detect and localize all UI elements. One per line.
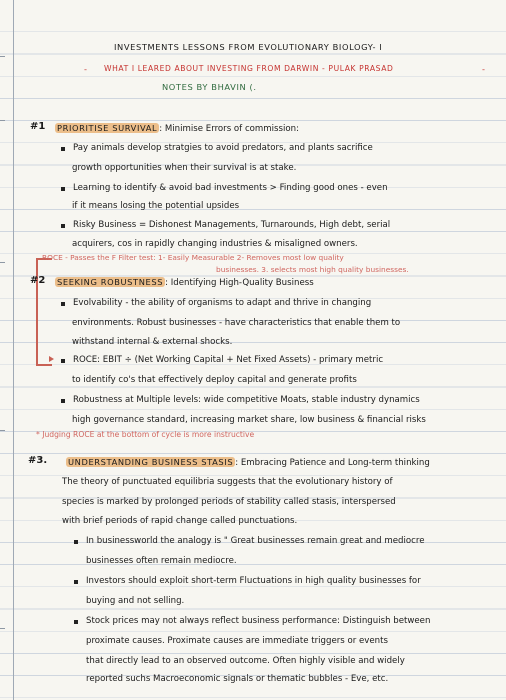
section-heading: UNDERSTANDING BUSINESS STASIS — [68, 457, 234, 467]
text-line: Investors should exploit short-term Fluctuations in high quality businesses for — [86, 576, 421, 586]
text-line: growth opportunities when their survival is at stake. — [72, 163, 297, 173]
margin-tick — [0, 430, 5, 431]
text-line: reported suchs Macroeconomic signals or thematic bubbles - Eve, etc. — [86, 674, 389, 684]
section-heading-line — [55, 123, 299, 134]
bullet — [61, 399, 65, 403]
text-line: Robustness at Multiple levels: wide competitive Moats, stable industry dynamics — [73, 395, 420, 405]
section-heading-rest: : Embracing Patience and Long-term thinking — [235, 458, 430, 468]
text-line: ROCE: EBIT ÷ (Net Working Capital + Net Fixed Assets) - primary metric — [73, 355, 384, 365]
text-line: In businessworld the analogy is " Great businesses remain great and mediocre — [86, 536, 425, 546]
bullet — [74, 620, 78, 624]
bullet — [61, 302, 65, 306]
section-number: #2 — [30, 275, 46, 286]
text-line: Pay animals develop stratgies to avoid predators, and plants sacrifice — [73, 143, 373, 153]
arrowhead — [49, 356, 54, 362]
margin-tick — [0, 628, 5, 629]
text-line: Learning to identify & avoid bad investments > Finding good ones - even — [73, 183, 388, 193]
bullet — [61, 187, 65, 191]
text-line: species is marked by prolonged periods of stability called stasis, interspersed — [62, 497, 396, 507]
bullet — [61, 359, 65, 363]
bullet — [74, 540, 78, 544]
text-line: to identify co's that effectively deploy capital and generate profits — [72, 375, 357, 385]
margin-tick — [0, 120, 5, 121]
subtitle-dash-right: - — [482, 64, 486, 74]
margin-tick — [0, 262, 5, 263]
margin-line — [13, 0, 14, 700]
text-line: businesses often remain mediocre. — [86, 556, 237, 566]
section-heading: PRIORITISE SURVIVAL — [57, 123, 158, 133]
text-line: environments. Robust businesses - have characteristics that enable them to — [72, 318, 401, 328]
subtitle: WHAT I LEARED ABOUT INVESTING FROM DARWIN - PULAK PRASAD — [104, 64, 394, 73]
section-heading-line — [66, 457, 430, 468]
roce-note: ROCE - Passes the F Filter test: 1- Easily Measurable 2- Removes most low quality — [42, 253, 344, 262]
text-line: high governance standard, increasing market share, low business & financial risks — [72, 415, 426, 425]
text-line: with brief periods of rapid change called punctuations. — [62, 516, 298, 526]
text-line: Risky Business = Dishonest Managements, Turnarounds, High debt, serial — [73, 220, 391, 230]
text-line: withstand internal & external shocks. — [72, 337, 233, 347]
text-line: The theory of punctuated equilibria suggests that the evolutionary history of — [62, 477, 393, 487]
bullet — [61, 224, 65, 228]
subtitle-dash-left: - — [84, 64, 88, 74]
page-title: INVESTMENTS LESSONS FROM EVOLUTIONARY BIOLOGY- I — [114, 42, 383, 52]
notes-by: NOTES BY BHAVIN (. — [162, 82, 257, 92]
bullet — [61, 147, 65, 151]
margin-tick — [0, 56, 5, 57]
section-heading-rest: : Identifying High-Quality Business — [165, 278, 314, 288]
text-line: proximate causes. Proximate causes are immediate triggers or events — [86, 636, 388, 646]
text-line: if it means losing the potential upsides — [72, 201, 240, 211]
judging-note: * Judging ROCE at the bottom of cycle is more instructive — [36, 430, 255, 439]
text-line: Evolvability - the ability of organisms to adapt and thrive in changing — [73, 298, 372, 308]
bullet — [74, 580, 78, 584]
text-line: Stock prices may not always reflect business performance: Distinguish between — [86, 616, 431, 626]
text-line: buying and not selling. — [86, 596, 185, 606]
roce-note-cont: businesses. 3. selects most high quality businesses. — [216, 265, 409, 274]
section-heading-rest: : Minimise Errors of commission: — [159, 124, 299, 134]
text-line: that directly lead to an observed outcome. Often highly visible and widely — [86, 656, 405, 666]
section-heading: SEEKING ROBUSTNESS — [57, 277, 164, 287]
text-line: acquirers, cos in rapidly changing industries & misaligned owners. — [72, 239, 358, 249]
section-number: #1 — [30, 121, 46, 132]
section-number: #3. — [28, 455, 48, 466]
section-heading-line — [55, 277, 314, 288]
